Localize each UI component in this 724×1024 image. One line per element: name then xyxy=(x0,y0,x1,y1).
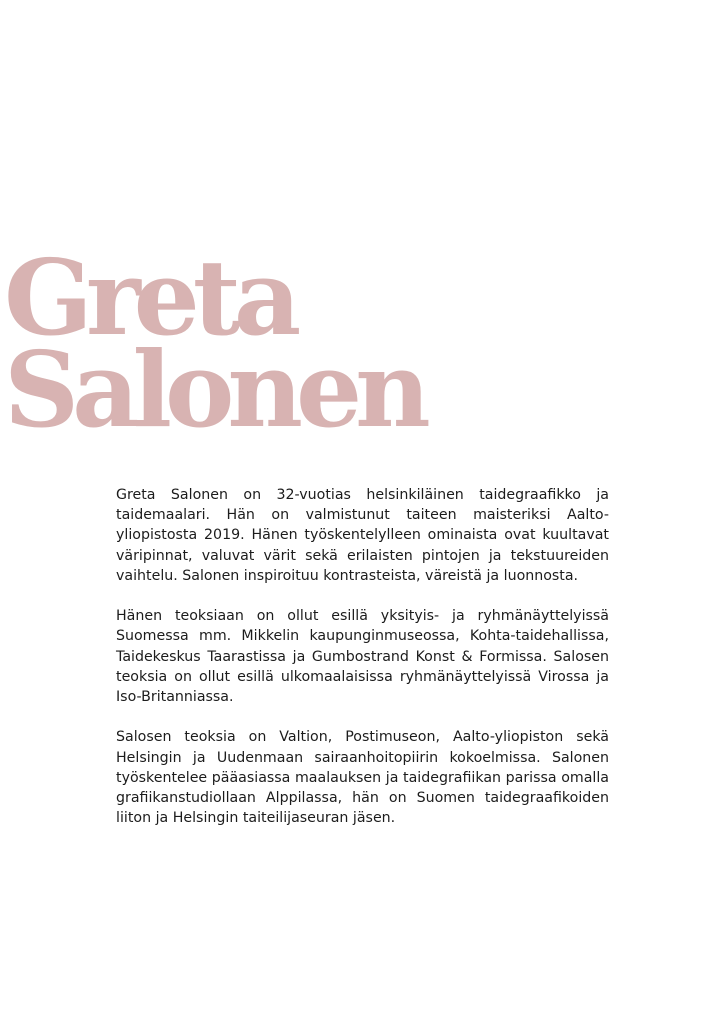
biography xyxy=(116,485,609,849)
biography-paragraph: Greta Salonen on 32-vuotias helsinkiläinen taidegraafikko ja taidemaalari. Hän on valmistunut taiteen maisteriksi Aalto-yliopistosta 2019. Hänen työskentelylleen ominaista ovat kuultavat väripinnat, valuvat värit sekä erilaisten pintojen ja tekstuureiden vaihtelu. Salonen inspiroituu kontrasteista, väreistä ja luonnosta. xyxy=(116,487,609,584)
page-title xyxy=(4,236,424,451)
biography-paragraph: Salosen teoksia on Valtion, Postimuseon, Aalto-yliopiston sekä Helsingin ja Uudenmaan sairaanhoitopiirin kokoelmissa. Salonen työskentelee pääasiassa maalauksen ja taidegrafiikan parissa omalla grafiikanstudiollaan Alppilassa, hän on Suomen taidegraafikoiden liiton ja Helsingin taiteilijaseuran jäsen. xyxy=(116,729,609,827)
title-last-name: Salonen xyxy=(4,328,424,451)
biography-paragraph: Hänen teoksiaan on ollut esillä yksityis- ja ryhmänäyttelyissä Suomessa mm. Mikkelin kaupunginmuseossa, Kohta-taidehallissa, Taidekeskus Taarastissa ja Gumbostrand Konst & Formissa. Salosen teoksia on ollut esillä ulkomaalaisissa ryhmänäyttelyissä Virossa ja Iso-Britanniassa. xyxy=(116,608,609,706)
title-first-name: Greta xyxy=(4,236,295,359)
